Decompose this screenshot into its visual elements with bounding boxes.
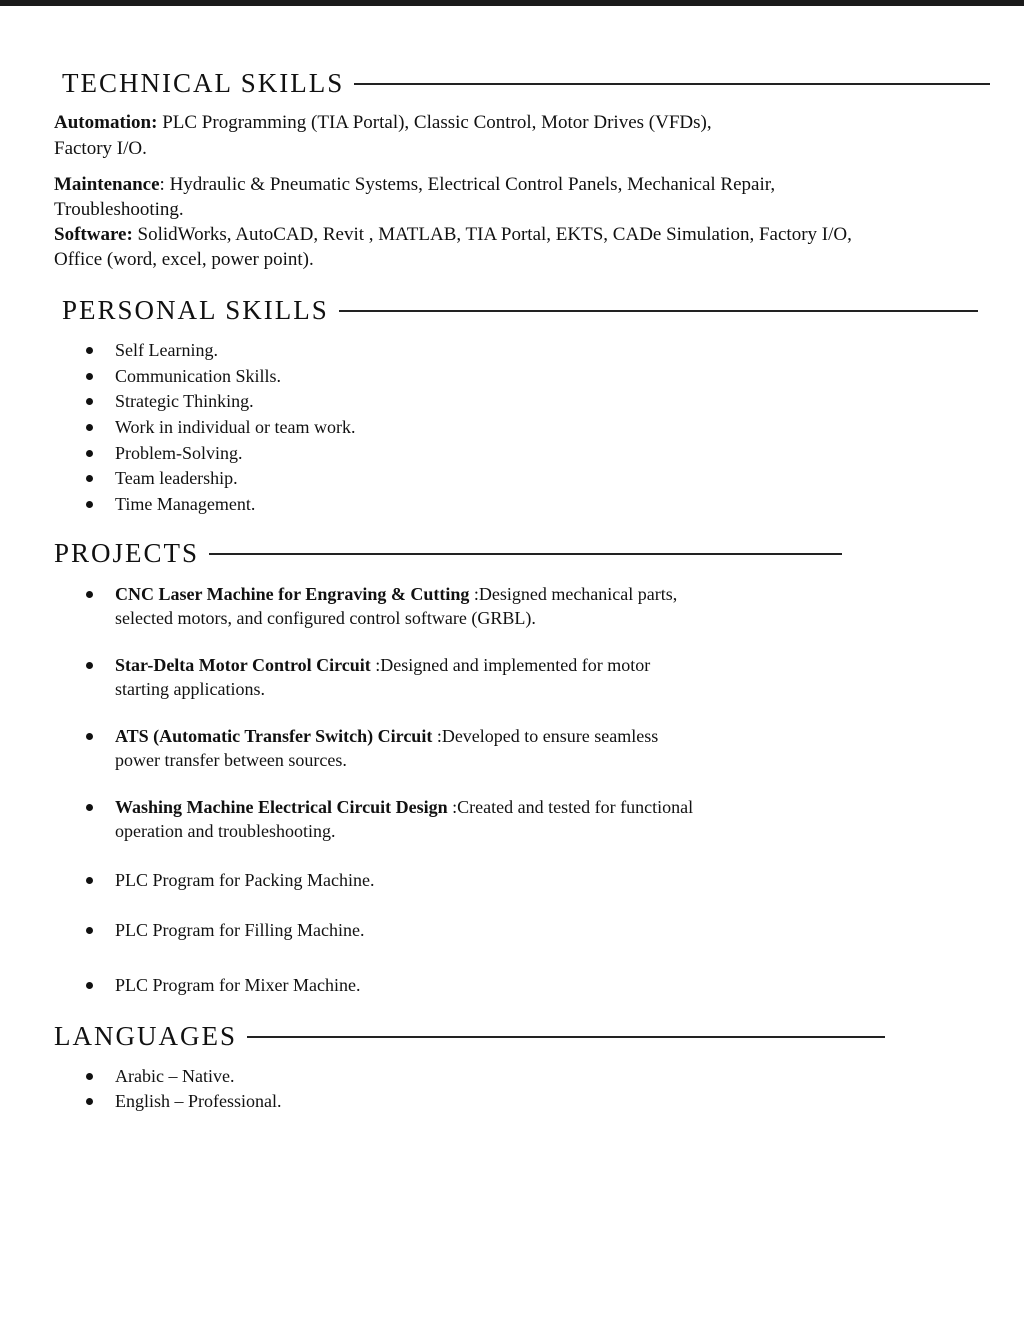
project-description-line2: starting applications.: [115, 679, 265, 699]
personal-skill-item: Self Learning.: [54, 338, 754, 364]
project-description: :Developed to ensure seamless: [432, 726, 659, 746]
project-item: PLC Program for Filling Machine.: [54, 918, 854, 942]
language-item: Arabic – Native.: [54, 1064, 654, 1089]
automation-label: Automation:: [54, 112, 158, 133]
project-item: [54, 724, 854, 772]
project-item: [54, 582, 854, 630]
project-description: :Designed mechanical parts,: [469, 584, 678, 604]
project-item: PLC Program for Mixer Machine.: [54, 973, 854, 997]
languages-header: [54, 1019, 885, 1053]
project-item: [54, 795, 854, 843]
language-item: English – Professional.: [54, 1089, 654, 1114]
project-title: Washing Machine Electrical Circuit Design: [115, 797, 448, 817]
project-description: :Created and tested for functional: [447, 797, 694, 817]
technical-skills-title: TECHNICAL SKILLS: [62, 67, 345, 98]
automation-skills: [54, 110, 994, 162]
personal-skills-list: [54, 338, 754, 518]
top-border-bar: [0, 0, 1024, 6]
personal-skills-header: [62, 293, 978, 327]
personal-skill-item: Time Management.: [54, 492, 754, 518]
software-skills: [54, 222, 1014, 272]
automation-text: PLC Programming (TIA Portal), Classic Control, Motor Drives (VFDs),: [157, 112, 712, 133]
personal-skill-item: Problem-Solving.: [54, 441, 754, 467]
projects-divider: [209, 553, 842, 555]
personal-skill-item: Work in individual or team work.: [54, 415, 754, 441]
project-title: CNC Laser Machine for Engraving & Cutting: [115, 584, 470, 604]
maintenance-skills: [54, 172, 994, 222]
project-item: [54, 653, 854, 701]
project-title: ATS (Automatic Transfer Switch) Circuit: [115, 726, 433, 746]
languages-title: LANGUAGES: [54, 1020, 237, 1051]
technical-skills-divider: [354, 83, 990, 85]
languages-divider: [247, 1036, 885, 1038]
project-title: Star-Delta Motor Control Circuit: [115, 655, 371, 675]
project-description: :Designed and implemented for motor: [370, 655, 651, 675]
personal-skill-item: Strategic Thinking.: [54, 389, 754, 415]
projects-title: PROJECTS: [54, 537, 200, 568]
personal-skills-title: PERSONAL SKILLS: [62, 294, 329, 325]
personal-skill-item: Communication Skills.: [54, 364, 754, 390]
personal-skills-divider: [339, 310, 978, 312]
project-item: PLC Program for Packing Machine.: [54, 868, 854, 892]
software-text-line2: Office (word, excel, power point).: [54, 249, 314, 270]
software-label: Software:: [54, 224, 133, 245]
maintenance-label: Maintenance: [54, 174, 160, 195]
project-description-line2: operation and troubleshooting.: [115, 821, 336, 841]
software-text: SolidWorks, AutoCAD, Revit , MATLAB, TIA Portal, EKTS, CADe Simulation, Factory I/O,: [132, 224, 852, 245]
maintenance-text-line2: Troubleshooting.: [54, 199, 184, 220]
project-description-line2: selected motors, and configured control software (GRBL).: [115, 608, 536, 628]
project-description-line2: power transfer between sources.: [115, 750, 347, 770]
personal-skill-item: Team leadership.: [54, 466, 754, 492]
languages-list: [54, 1064, 654, 1114]
technical-skills-header: [62, 66, 990, 100]
maintenance-text: : Hydraulic & Pneumatic Systems, Electrical Control Panels, Mechanical Repair,: [159, 174, 776, 195]
projects-header: [54, 536, 842, 570]
projects-list: [54, 582, 854, 997]
automation-text-line2: Factory I/O.: [54, 138, 147, 159]
